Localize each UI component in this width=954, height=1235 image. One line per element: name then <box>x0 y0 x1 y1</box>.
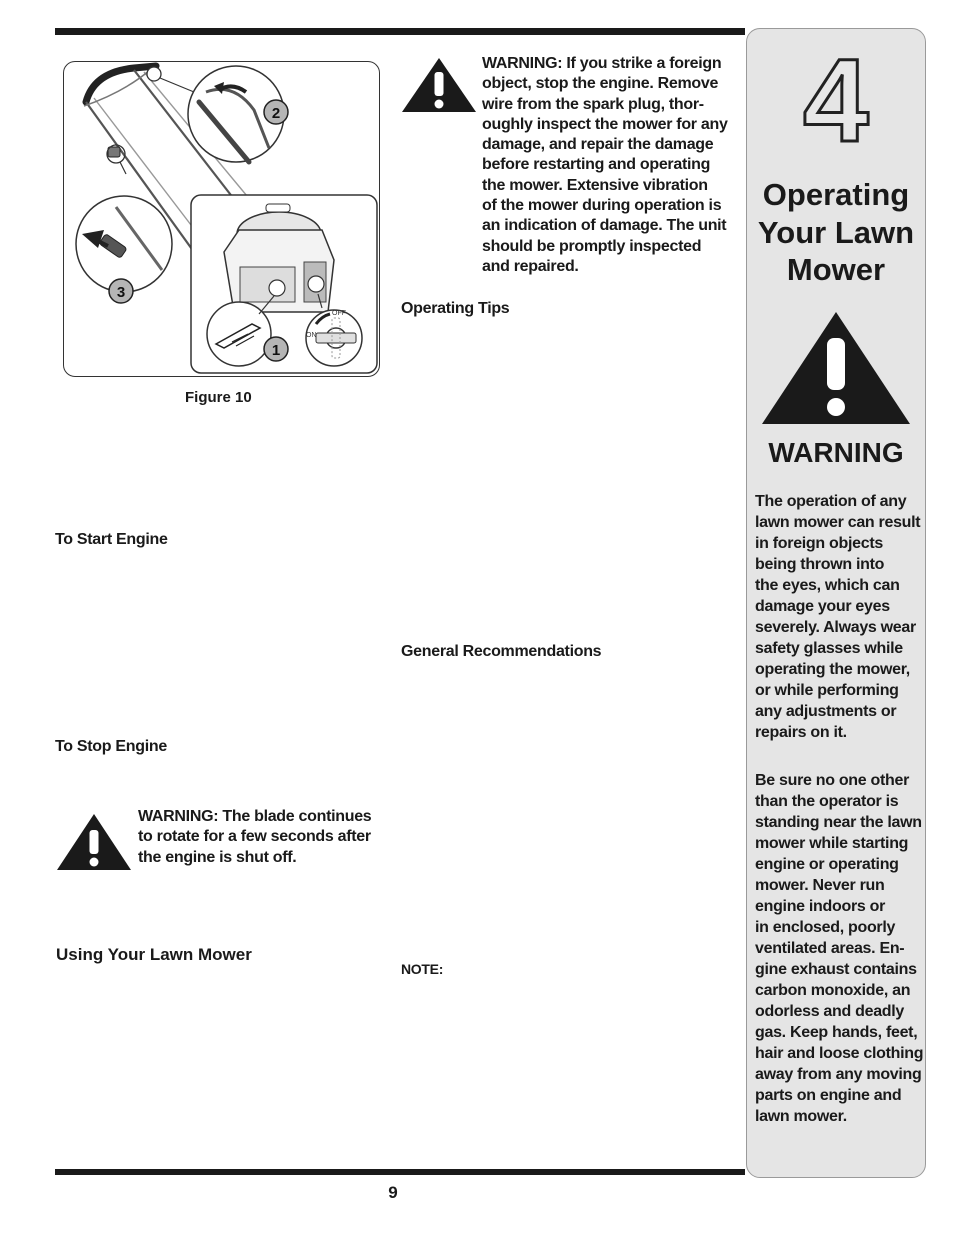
fuel-valve-handle <box>316 333 356 343</box>
sidebar-text-line: engine indoors or <box>755 898 886 915</box>
leader-line-3 <box>120 162 126 174</box>
sidebar-text-line: in foreign objects <box>755 535 883 552</box>
sidebar-text-line: odorless and deadly <box>755 1003 905 1020</box>
sidebar-text-line: safety glasses while <box>755 640 903 657</box>
using-mower-heading: Using Your Lawn Mower <box>56 945 252 964</box>
chapter-title <box>746 176 926 289</box>
start-engine-heading: To Start Engine <box>55 531 168 548</box>
blade-warning-line: to rotate for a few seconds after <box>138 828 371 846</box>
sidebar-text-line: damage your eyes <box>755 598 890 615</box>
sidebar-text-line: any adjustments or <box>755 703 897 720</box>
sidebar-text-line: gine exhaust contains <box>755 961 917 978</box>
sidebar-text-line: being thrown into <box>755 556 885 573</box>
sidebar-text-line: carbon monoxide, an <box>755 982 911 999</box>
blade-warning-line: the engine is shut off. <box>138 848 297 866</box>
callout-3-label: 3 <box>116 284 126 301</box>
bottom-rule <box>55 1169 745 1175</box>
warning-line: damage, and repair the damage <box>482 136 714 154</box>
top-rule <box>55 28 745 35</box>
operating-tips-heading: Operating Tips <box>401 300 510 317</box>
page-number: 9 <box>388 1183 398 1202</box>
sidebar-paragraph-1 <box>755 491 925 743</box>
warning-line: the mower. Extensive vibration <box>482 176 708 194</box>
warning-line: WARNING: If you strike a foreign <box>482 55 722 72</box>
sidebar-warning-icon <box>760 310 912 426</box>
sidebar-text-line: or while performing <box>755 682 899 699</box>
sidebar-text-line: than the operator is <box>755 793 899 810</box>
sidebar-text-line: ventilated areas. En- <box>755 940 905 957</box>
chapter-title-line: Your Lawn <box>757 214 915 250</box>
note-label: NOTE: <box>401 961 444 977</box>
warning-line: wire from the spark plug, thor- <box>482 95 704 113</box>
warning-line: object, stop the engine. Remove <box>482 75 719 93</box>
blade-warning-line: WARNING: The blade continues <box>138 808 372 825</box>
foreign-object-warning-text <box>482 54 728 277</box>
warning-line: and repaired. <box>482 257 579 275</box>
sidebar-text-line: hair and loose clothing <box>755 1045 924 1062</box>
callout-2-label: 2 <box>271 105 281 122</box>
sidebar-text-line: away from any moving <box>755 1066 922 1083</box>
blade-warning-text <box>138 807 371 868</box>
warning-line: an indication of damage. The unit <box>482 217 727 235</box>
sidebar-text-line: repairs on it. <box>755 724 847 741</box>
stop-engine-heading: To Stop Engine <box>55 738 167 755</box>
warning-line: of the mower during operation is <box>482 197 722 215</box>
mower-diagram-svg <box>64 62 380 377</box>
general-recommendations-heading: General Recommendations <box>401 643 602 660</box>
warning-line: before restarting and operating <box>482 156 711 174</box>
fuel-cap <box>266 204 290 212</box>
figure-caption: Figure 10 <box>185 389 252 406</box>
chapter-title-line: Mower <box>786 252 886 287</box>
sidebar-text-line: Be sure no one other <box>755 772 910 789</box>
chapter-title-line: Operating <box>762 177 910 212</box>
sidebar-text-line: The operation of any <box>755 493 907 510</box>
sidebar-text-line: gas. Keep hands, feet, <box>755 1024 918 1041</box>
sidebar-text-line: lawn mower can result <box>755 514 921 531</box>
warning-line: should be promptly inspected <box>482 237 702 255</box>
warning-line: oughly inspect the mower for any <box>482 115 728 133</box>
sidebar-text-line: parts on engine and <box>755 1087 902 1104</box>
leader-line-2 <box>160 78 194 92</box>
sidebar-text-line: the eyes, which can <box>755 577 900 594</box>
dial-off-label: OFF <box>332 310 346 317</box>
sidebar-warning-label: WARNING <box>768 437 904 468</box>
engine-block <box>240 267 295 302</box>
chapter-number: 4 <box>803 35 869 167</box>
figure-10-illustration <box>63 61 380 377</box>
sidebar-text-line: operating the mower, <box>755 661 910 678</box>
sidebar-text-line: standing near the lawn <box>755 814 922 831</box>
detail-circle-rope <box>76 196 172 292</box>
sidebar-text-line: mower. Never run <box>755 877 885 894</box>
sidebar-text-line: engine or operating <box>755 856 899 873</box>
sidebar-text-line: severely. Always wear <box>755 619 916 636</box>
fuel-valve-callout-ring <box>308 276 324 292</box>
sidebar-text-line: in enclosed, poorly <box>755 919 896 936</box>
rope-guide <box>108 147 120 157</box>
sidebar-paragraph-2 <box>755 770 925 1127</box>
primer-callout-ring <box>269 280 285 296</box>
bail-callout-ring <box>147 67 161 81</box>
foreign-object-warning-icon <box>400 56 478 114</box>
blade-warning-icon <box>55 812 133 872</box>
dial-on-label: ON <box>306 332 317 339</box>
sidebar-text-line: lawn mower. <box>755 1108 847 1125</box>
callout-1-label: 1 <box>271 342 281 359</box>
sidebar-text-line: mower while starting <box>755 835 909 852</box>
